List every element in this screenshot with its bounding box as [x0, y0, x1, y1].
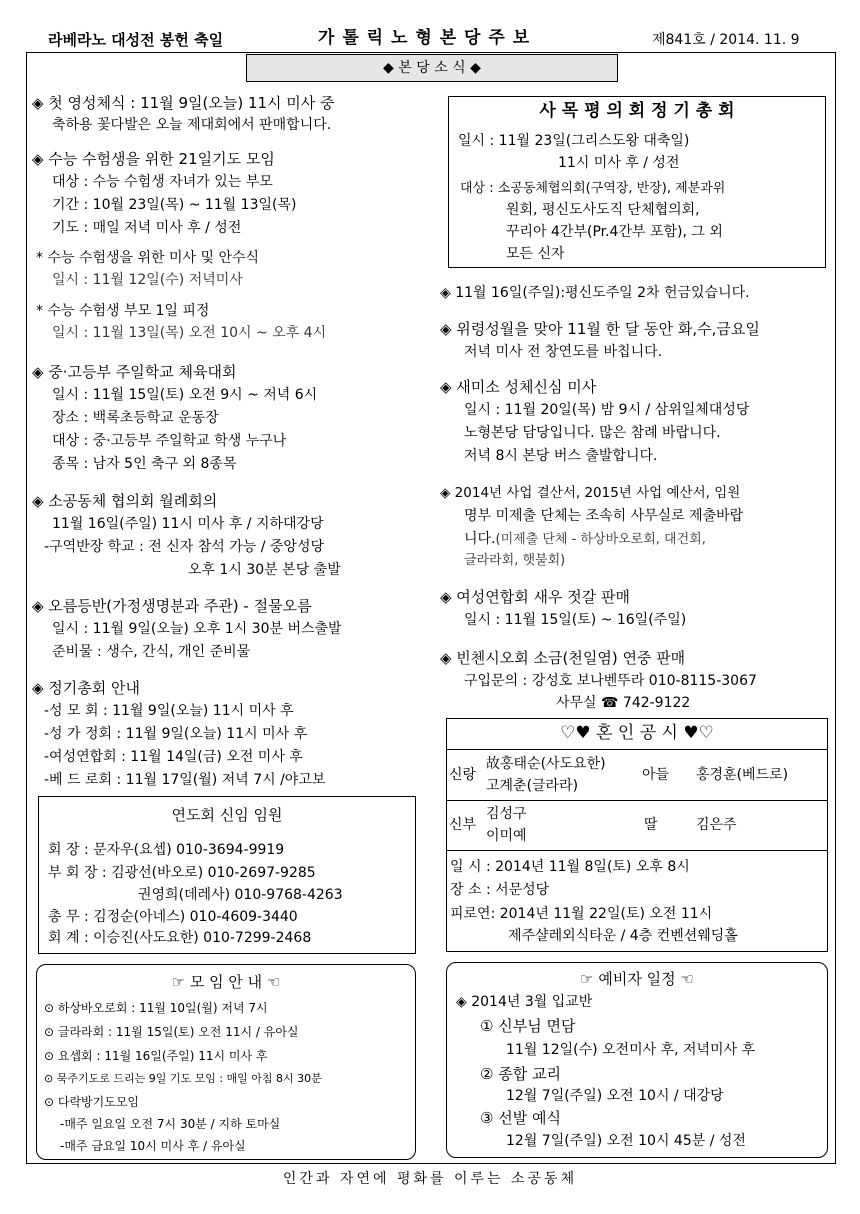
meeting-item: -매주 금요일 10시 미사 후 / 유아실 — [60, 1139, 246, 1153]
council-title: 사 목 평 의 회 정 기 총 회 — [539, 101, 735, 121]
footer-motto: 인간과 자연에 평화를 이루는 소공동체 — [282, 1171, 578, 1187]
notice-first-communion: ◈ 첫 영성체식 : 11월 9일(오늘) 11시 미사 중 — [32, 94, 335, 112]
notice-text: -성 가 정회 : 11월 9일(오늘) 11시 미사 후 — [44, 726, 308, 742]
notice-all-souls: ◈ 위령성월을 맞아 11월 한 달 동안 화,수,금요일 — [440, 320, 760, 338]
notice-exam-prayer: ◈ 수능 수험생을 위한 21일기도 모임 — [32, 150, 275, 168]
notice-sports-day: ◈ 중·고등부 주일학교 체육대회 — [32, 363, 237, 381]
section-title: ◆ 본 당 소 식 ◆ — [383, 60, 481, 76]
bride-label: 신부 — [449, 817, 477, 833]
wedding-reception: 피로연: 2014년 11월 22일(토) 오전 11시 — [450, 906, 713, 922]
notice-text: 구입문의 : 강성호 보나벤뚜라 010-8115-3067 — [464, 673, 757, 689]
meeting-item: ⊙ 하상바오로회 : 11월 10일(월) 저녁 7시 — [44, 1001, 268, 1015]
officer-row: 총 무 : 김정순(아네스) 010-4609-3440 — [48, 909, 298, 925]
groom-parent: 고계춘(글라라) — [486, 778, 579, 794]
notice-text: 오후 1시 30분 본당 출발 — [188, 562, 341, 578]
notice-text: -구역반장 학교 : 전 신자 참석 가능 / 중앙성당 — [44, 539, 324, 555]
meeting-item: ⊙ 다락방기도모임 — [44, 1095, 140, 1109]
meeting-item: ⊙ 글라라회 : 11월 15일(토) 오전 11시 / 유아실 — [44, 1025, 299, 1039]
notice-parent-retreat: * 수능 수험생 부모 1일 피정 — [36, 303, 210, 319]
wedding-reception-place: 제주샬레외식타운 / 4층 컨벤션웨딩홀 — [508, 928, 738, 944]
officer-row: 회 계 : 이승진(사도요한) 010-7299-2468 — [48, 930, 312, 946]
notice-text: 노형본당 담당입니다. 많은 참례 바랍니다. — [464, 425, 721, 441]
notice-text: -여성연합회 : 11월 14일(금) 오전 미사 후 — [44, 749, 303, 765]
catechumen-line: 12월 7일(주일) 오전 10시 / 대강당 — [506, 1088, 724, 1104]
meeting-item: ⊙ 요셉회 : 11월 16일(주일) 11시 미사 후 — [44, 1049, 268, 1063]
issue-number: 제841호 / 2014. 11. 9 — [652, 32, 800, 48]
notice-general-meetings: ◈ 정기총회 안내 — [32, 679, 141, 697]
notice-text: 사무실 ☎ 742-9122 — [556, 695, 691, 711]
notice-text: 저녁 8시 본당 버스 출발합니다. — [464, 448, 658, 464]
notice-text: 기도 : 매일 저녁 미사 후 / 성전 — [52, 220, 242, 236]
notice-text: -베 드 로회 : 11월 17일(월) 저녁 7시 /야고보 — [44, 772, 326, 788]
meeting-item: ⊙ 묵주기도로 드리는 9일 기도 모임 : 매일 아침 8시 30분 — [44, 1072, 322, 1085]
notice-text: 명부 미제출 단체는 조속히 사무실로 제출바랍 — [464, 508, 744, 524]
catechumen-line: ◈ 2014년 3월 입교반 — [456, 994, 593, 1010]
notice-text: 일시 : 11월 15일(토) ~ 16일(주일) — [464, 612, 687, 628]
notice-text: 일시 : 11월 20일(목) 밤 9시 / 삼위일체대성당 — [464, 402, 750, 418]
notice-text: 니다.(미제출 단체 - 하상바오로회, 대건회, — [464, 531, 706, 547]
officer-row: 부 회 장 : 김광선(바오로) 010-2697-9285 — [48, 865, 316, 881]
council-line: 대상 : 소공동체협의회(구역장, 반장), 제분과위 — [460, 181, 726, 196]
council-line: 모든 신자 — [506, 246, 565, 262]
notice-shrimp-sale: ◈ 여성연합회 새우 젓갈 판매 — [440, 588, 630, 606]
officers-title: 연도회 신임 임원 — [171, 806, 283, 824]
bride-parent: 이미예 — [486, 828, 527, 844]
notice-budget: ◈ 2014년 사업 결산서, 2015년 사업 예산서, 임원 — [440, 485, 741, 501]
catechumen-line: ② 종합 교리 — [480, 1065, 561, 1083]
bride-relation: 딸 — [644, 817, 658, 833]
notice-exam-mass: * 수능 수험생을 위한 미사 및 안수식 — [36, 250, 260, 266]
notice-text: 11월 16일(주일) 11시 미사 후 / 지하대강당 — [52, 516, 324, 532]
notice-text: 장소 : 백록초등학교 운동장 — [52, 410, 219, 426]
wedding-place: 장 소 : 서문성당 — [450, 882, 550, 898]
notice-text: 일시 : 11월 12일(수) 저녁미사 — [52, 272, 243, 288]
catechumen-line: 12월 7일(주일) 오전 10시 45분 / 성전 — [506, 1133, 746, 1149]
officer-row: 회 장 : 문자우(요셉) 010-3694-9919 — [48, 842, 285, 858]
notice-text: 글라라회, 햇불회) — [464, 553, 566, 568]
notice-text: 기간 : 10월 23일(목) ~ 11월 13일(목) — [52, 197, 297, 213]
notice-text: 대상 : 수능 수험생 자녀가 있는 부모 — [52, 174, 273, 190]
notice-salt-sale: ◈ 빈첸시오회 소금(천일염) 연중 판매 — [440, 649, 686, 667]
notice-eucharist-mass: ◈ 새미소 성체신심 미사 — [440, 378, 597, 396]
council-line: 일시 : 11월 23일(그리스도왕 대축일) — [458, 133, 690, 149]
bulletin-title: 가 톨 릭 노 형 본 당 주 보 — [318, 28, 531, 48]
officer-row: 권영희(데레사) 010-9768-4263 — [138, 887, 343, 903]
groom-relation: 아들 — [642, 767, 670, 783]
catechumen-line: ③ 선발 예식 — [480, 1109, 561, 1127]
notice-text: 일시 : 11월 9일(오늘) 오후 1시 30분 버스출발 — [52, 621, 342, 637]
groom-parent: 故홍태순(사도요한) — [486, 756, 606, 772]
notice-text: 준비물 : 생수, 간식, 개인 준비물 — [52, 644, 251, 660]
wedding-date: 일 시 : 2014년 11월 8일(토) 오후 8시 — [450, 859, 690, 875]
council-line: 원회, 평신도사도직 단체협의회, — [506, 202, 700, 218]
catechumen-line: 11월 12일(수) 오전미사 후, 저녁미사 후 — [506, 1042, 756, 1058]
notice-text: 대상 : 중·고등부 주일학교 학생 누구나 — [52, 433, 287, 449]
council-line: 꾸리아 4간부(Pr.4간부 포함), 그 외 — [506, 224, 723, 240]
groom-name: 홍경훈(베드로) — [696, 767, 789, 783]
header-feast: 라베라노 대성전 봉헌 축일 — [48, 31, 224, 49]
notice-text: 일시 : 11월 15일(토) 오전 9시 ~ 저녁 6시 — [52, 387, 318, 403]
bride-name: 김은주 — [696, 817, 737, 833]
bride-parent: 김성구 — [486, 806, 527, 822]
wedding-title: ♡♥ 혼 인 공 시 ♥♡ — [560, 723, 714, 743]
notice-text: -성 모 회 : 11월 9일(오늘) 11시 미사 후 — [44, 703, 294, 719]
notice-hiking: ◈ 오름등반(가정생명분과 주관) - 절물오름 — [32, 597, 312, 615]
notice-text: 저녁 미사 전 창연도를 바칩니다. — [464, 344, 663, 360]
council-line: 11시 미사 후 / 성전 — [558, 155, 680, 171]
meeting-item: -매주 일요일 오전 7시 30분 / 지하 토마실 — [60, 1117, 281, 1131]
notice-text: 종목 : 남자 5인 축구 외 8종목 — [52, 456, 237, 472]
catechumen-line: ① 신부님 면담 — [480, 1017, 576, 1035]
meetings-title: ☞ 모 임 안 내 ☜ — [171, 973, 281, 991]
notice-text: 축하용 꽃다발은 오늘 제대회에서 판매합니다. — [52, 117, 332, 133]
notice-text: 일시 : 11월 13일(목) 오전 10시 ~ 오후 4시 — [52, 325, 327, 341]
groom-label: 신랑 — [449, 767, 477, 783]
notice-community-meeting: ◈ 소공동체 협의회 월례회의 — [32, 492, 218, 510]
notice-laity-sunday: ◈ 11월 16일(주일):평신도주일 2차 헌금있습니다. — [440, 285, 750, 301]
catechumen-title: ☞ 예비자 일정 ☜ — [580, 970, 694, 988]
